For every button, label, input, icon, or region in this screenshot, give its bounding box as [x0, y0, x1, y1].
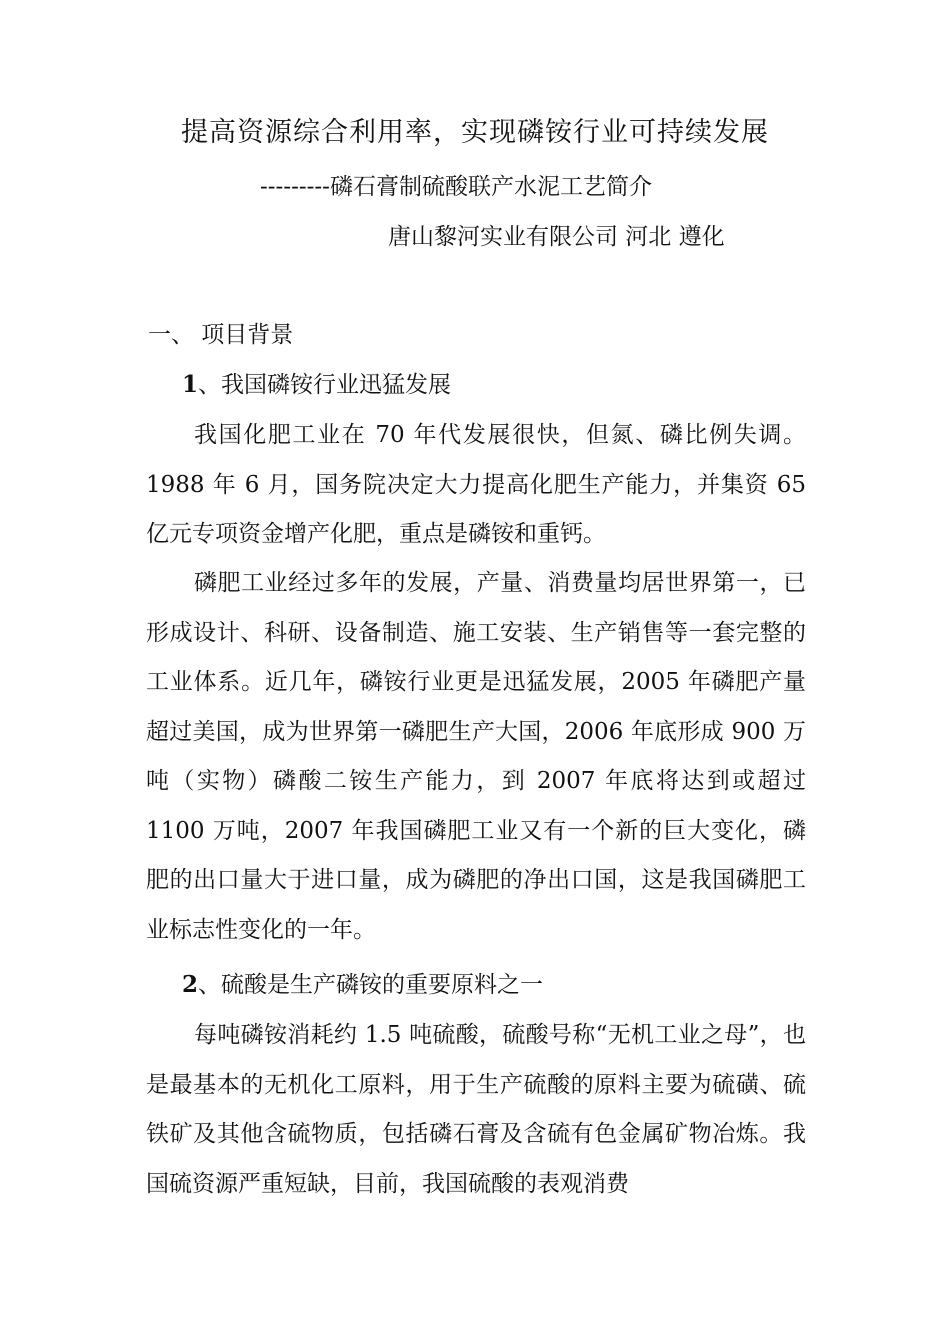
section-heading: 一、 项目背景: [148, 322, 294, 348]
paragraph: 每吨磷铵消耗约 1.5 吨硫酸，硫酸号称“无机工业之母”，也是最基本的无机化工原料，用于生产硫酸的原料主要为硫磺、硫铁矿及其他含硫物质，包括磷石膏及含硫有色金属矿物冶炼。我国硫资源严重短缺，目前，我国硫酸的表观消费: [146, 1022, 806, 1197]
paragraph: 我国化肥工业在 70 年代发展很快，但氮、磷比例失调。1988 年 6 月，国务院决定大力提高化肥生产能力，并集资 65 亿元专项资金增产化肥，重点是磷铵和重钙。: [146, 422, 806, 547]
subsection-number: 1: [182, 371, 199, 398]
subsection-heading-2: [182, 966, 543, 999]
subsection-heading-1: [182, 366, 451, 399]
author-line: 唐山黎河实业有限公司 河北 遵化: [388, 224, 725, 250]
paragraph: 磷肥工业经过多年的发展，产量、消费量均居世界第一，已形成设计、科研、设备制造、施工安装、生产销售等一套完整的工业体系。近几年，磷铵行业更是迅猛发展，2005 年磷肥产量超过美国，成为世界第一磷肥生产大国，2006 年底形成 900 万吨（实物）磷酸二铵生产能力，到 2007 年底将达到或超过 1100 万吨，2007 年我国磷肥工业又有一个新的巨大变化，磷肥的出口量大于进口量，成为磷肥的净出口国，这是我国磷肥工业标志性变化的一年。: [146, 570, 806, 943]
document-title: 提高资源综合利用率，实现磷铵行业可持续发展: [181, 117, 769, 148]
subsection-number: 2: [182, 971, 199, 998]
document-subtitle: ---------磷石膏制硫酸联产水泥工艺简介: [260, 174, 652, 200]
subsection-title: 、我国磷铵行业迅猛发展: [198, 372, 452, 398]
subsection-title: 、硫酸是生产磷铵的重要原料之一: [198, 972, 544, 998]
